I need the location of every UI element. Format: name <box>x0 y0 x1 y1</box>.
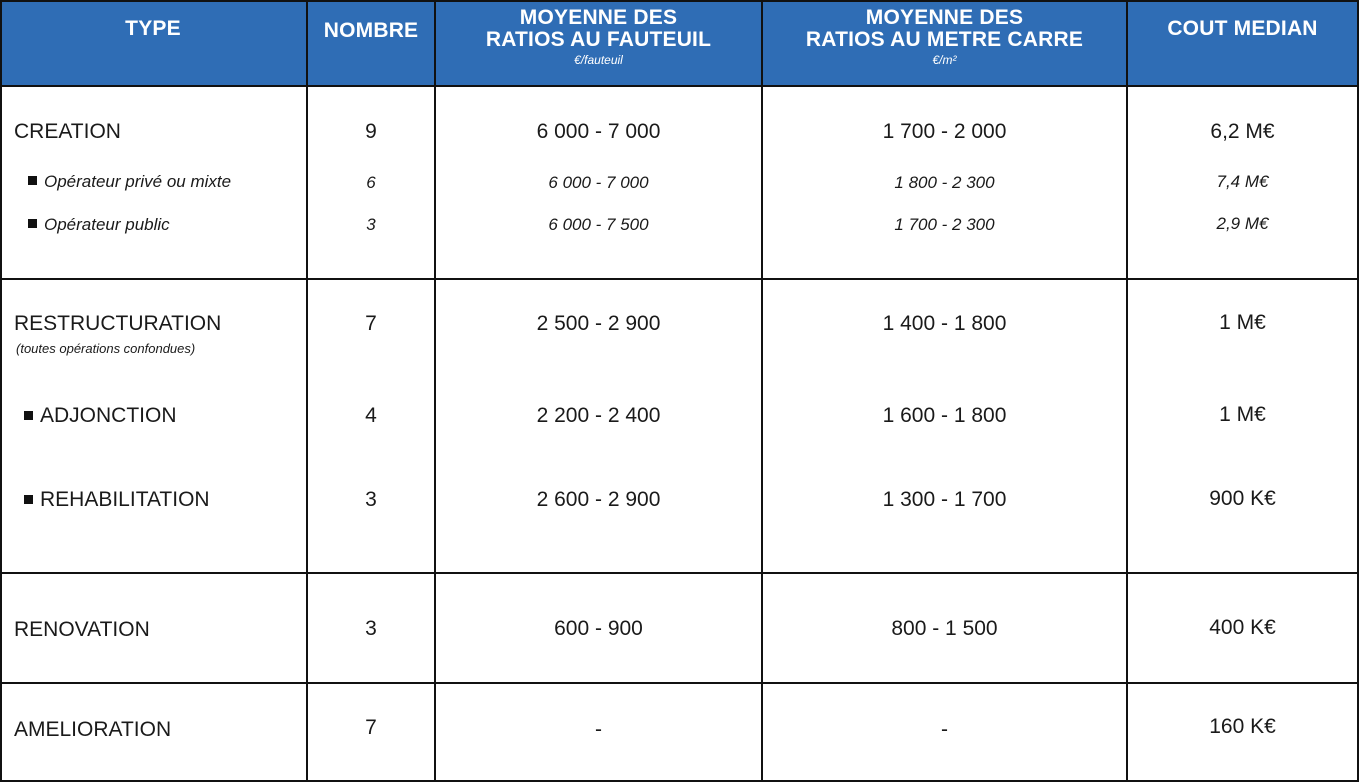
row-restructuration-cout: 1 M€ <box>1219 311 1266 334</box>
row-amelioration-cout: 160 K€ <box>1209 715 1276 738</box>
row-creation-nombre: 9 <box>365 120 377 143</box>
row-prive-nombre: 6 <box>366 173 376 192</box>
header-cout-label: COUT MEDIAN <box>1167 17 1318 40</box>
row-rehabilitation-m2: 1 300 - 1 700 <box>882 488 1007 511</box>
header-fauteuil-line2: RATIOS AU FAUTEUIL <box>485 28 712 51</box>
row-rehabilitation-label: REHABILITATION <box>40 488 210 511</box>
header-m2-unit: €/m² <box>932 53 957 67</box>
grid-line <box>434 0 436 782</box>
row-restructuration-fauteuil: 2 500 - 2 900 <box>536 312 661 335</box>
header-type-label: TYPE <box>125 17 181 40</box>
header-ratio-fauteuil <box>436 0 761 86</box>
row-adjonction-label: ADJONCTION <box>40 404 177 427</box>
row-renovation-type: RENOVATION <box>14 618 150 641</box>
row-public-m2: 1 700 - 2 300 <box>894 215 995 234</box>
row-adjonction-m2: 1 600 - 1 800 <box>882 404 1007 427</box>
bullet-square-icon <box>28 219 37 228</box>
row-prive-cout: 7,4 M€ <box>1216 172 1269 191</box>
row-adjonction-nombre: 4 <box>365 404 377 427</box>
grid-line <box>306 0 308 782</box>
row-restructuration-m2: 1 400 - 1 800 <box>882 312 1007 335</box>
row-rehabilitation-cout: 900 K€ <box>1209 487 1276 510</box>
bullet-square-icon <box>24 495 33 504</box>
row-creation-type: CREATION <box>14 120 121 143</box>
bullet-square-icon <box>28 176 37 185</box>
row-public-nombre: 3 <box>366 215 376 234</box>
grid-line <box>1126 0 1128 782</box>
row-amelioration-nombre: 7 <box>365 716 377 739</box>
row-public-cout: 2,9 M€ <box>1216 214 1269 233</box>
row-adjonction-type <box>24 404 177 428</box>
row-renovation-nombre: 3 <box>365 617 377 640</box>
header-nombre-label: NOMBRE <box>323 19 419 42</box>
row-adjonction-fauteuil: 2 200 - 2 400 <box>536 404 661 427</box>
row-rehabilitation-type <box>24 488 210 512</box>
header-fauteuil-line1: MOYENNE DES <box>519 6 678 29</box>
row-public-type <box>28 215 170 235</box>
row-amelioration-fauteuil: - <box>595 718 602 741</box>
row-prive-m2: 1 800 - 2 300 <box>894 173 995 192</box>
row-prive-label: Opérateur privé ou mixte <box>44 172 232 191</box>
row-adjonction-cout: 1 M€ <box>1219 403 1266 426</box>
row-restructuration-note: (toutes opérations confondues) <box>16 341 196 356</box>
row-renovation-cout: 400 K€ <box>1209 616 1276 639</box>
header-m2-line1: MOYENNE DES <box>865 6 1024 29</box>
header-ratio-m2 <box>763 0 1126 86</box>
grid-line <box>761 0 763 782</box>
row-restructuration-nombre: 7 <box>365 312 377 335</box>
row-rehabilitation-fauteuil: 2 600 - 2 900 <box>536 488 661 511</box>
header-cout-median <box>1128 0 1357 86</box>
grid-line <box>0 682 1359 684</box>
row-amelioration-type: AMELIORATION <box>14 718 172 741</box>
row-restructuration-type: RESTRUCTURATION <box>14 312 222 335</box>
row-prive-fauteuil: 6 000 - 7 000 <box>548 173 649 192</box>
row-rehabilitation-nombre: 3 <box>365 488 377 511</box>
bullet-square-icon <box>24 411 33 420</box>
row-creation-m2: 1 700 - 2 000 <box>882 120 1007 143</box>
row-renovation-fauteuil: 600 - 900 <box>554 617 643 640</box>
grid-line <box>0 0 2 782</box>
header-nombre <box>308 0 434 86</box>
row-public-label: Opérateur public <box>44 215 170 234</box>
header-fauteuil-unit: €/fauteuil <box>574 53 623 67</box>
header-type <box>0 0 306 86</box>
grid-line <box>0 278 1359 280</box>
header-m2-line2: RATIOS AU METRE CARRE <box>805 28 1084 51</box>
row-prive-type <box>28 172 231 192</box>
row-creation-cout: 6,2 M€ <box>1210 120 1275 143</box>
row-renovation-m2: 800 - 1 500 <box>891 617 998 640</box>
row-creation-fauteuil: 6 000 - 7 000 <box>536 120 661 143</box>
grid-line <box>0 572 1359 574</box>
row-public-fauteuil: 6 000 - 7 500 <box>548 215 649 234</box>
row-amelioration-m2: - <box>941 718 948 741</box>
